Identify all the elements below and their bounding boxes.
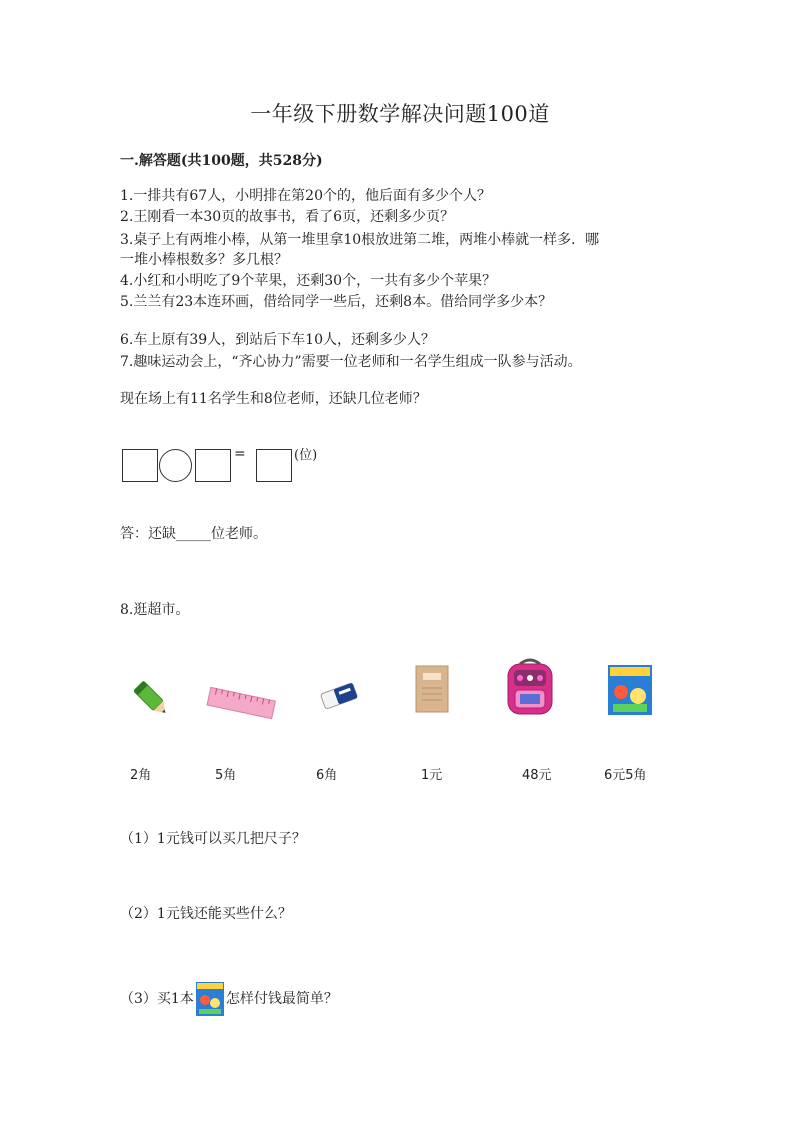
answer-box-1[interactable] bbox=[122, 449, 158, 482]
backpack-icon bbox=[500, 656, 560, 718]
picture-book-icon bbox=[607, 664, 653, 716]
sub-question-3-suffix: 怎样付钱最简单？ bbox=[225, 991, 338, 1007]
sub-question-3 bbox=[120, 981, 338, 1017]
price-notebook: 1元 bbox=[421, 768, 443, 783]
answer-box-result[interactable] bbox=[256, 449, 292, 482]
price-ruler: 5角 bbox=[215, 768, 237, 783]
question-6: 6.车上原有39人，到站后下车10人，还剩多少人？ bbox=[120, 332, 435, 348]
question-7-line2: 现在场上有11名学生和8位老师，还缺几位老师？ bbox=[120, 391, 427, 407]
price-pencil: 2角 bbox=[130, 768, 152, 783]
ruler-icon bbox=[206, 684, 276, 724]
operator-circle[interactable] bbox=[159, 449, 192, 482]
question-8: 8.逛超市。 bbox=[120, 602, 190, 618]
sub-question-3-prefix: （3）买1本 bbox=[120, 991, 194, 1007]
unit-label: (位) bbox=[294, 448, 318, 463]
question-1: 1.一排共有67人，小明排在第20个的，他后面有多少个人？ bbox=[120, 188, 491, 204]
question-2: 2.王刚看一本30页的故事书，看了6页，还剩多少页？ bbox=[120, 209, 455, 225]
answer-box-2[interactable] bbox=[195, 449, 231, 482]
pencil-icon bbox=[130, 676, 174, 720]
price-eraser: 6角 bbox=[316, 768, 338, 783]
notebook-icon bbox=[414, 664, 450, 714]
price-backpack: 48元 bbox=[522, 768, 552, 783]
question-5: 5.兰兰有23本连环画，借给同学一些后，还剩8本。借给同学多少本？ bbox=[120, 294, 553, 310]
page-title: 一年级下册数学解决问题100道 bbox=[250, 102, 550, 126]
section-heading: 一.解答题(共100题，共528分) bbox=[120, 153, 323, 169]
question-7-line1: 7.趣味运动会上，“齐心协力”需要一位老师和一名学生组成一队参与活动。 bbox=[120, 354, 582, 370]
eraser-icon bbox=[318, 678, 360, 714]
answer-line: 答：还缺_____位老师。 bbox=[120, 526, 267, 542]
price-picture-book: 6元5角 bbox=[604, 768, 647, 783]
question-3-line1: 3.桌子上有两堆小棒，从第一堆里拿10根放进第二堆，两堆小棒就一样多．哪 bbox=[120, 232, 600, 248]
picture-book-small-icon bbox=[195, 981, 225, 1017]
equals-sign: = bbox=[234, 446, 246, 462]
sub-question-1: （1）1元钱可以买几把尺子？ bbox=[120, 831, 306, 847]
question-4: 4.小红和小明吃了9个苹果，还剩30个，一共有多少个苹果？ bbox=[120, 273, 497, 289]
question-3-line2: 一堆小棒根数多？多几根？ bbox=[120, 252, 288, 268]
sub-question-2: （2）1元钱还能买些什么？ bbox=[120, 906, 292, 922]
